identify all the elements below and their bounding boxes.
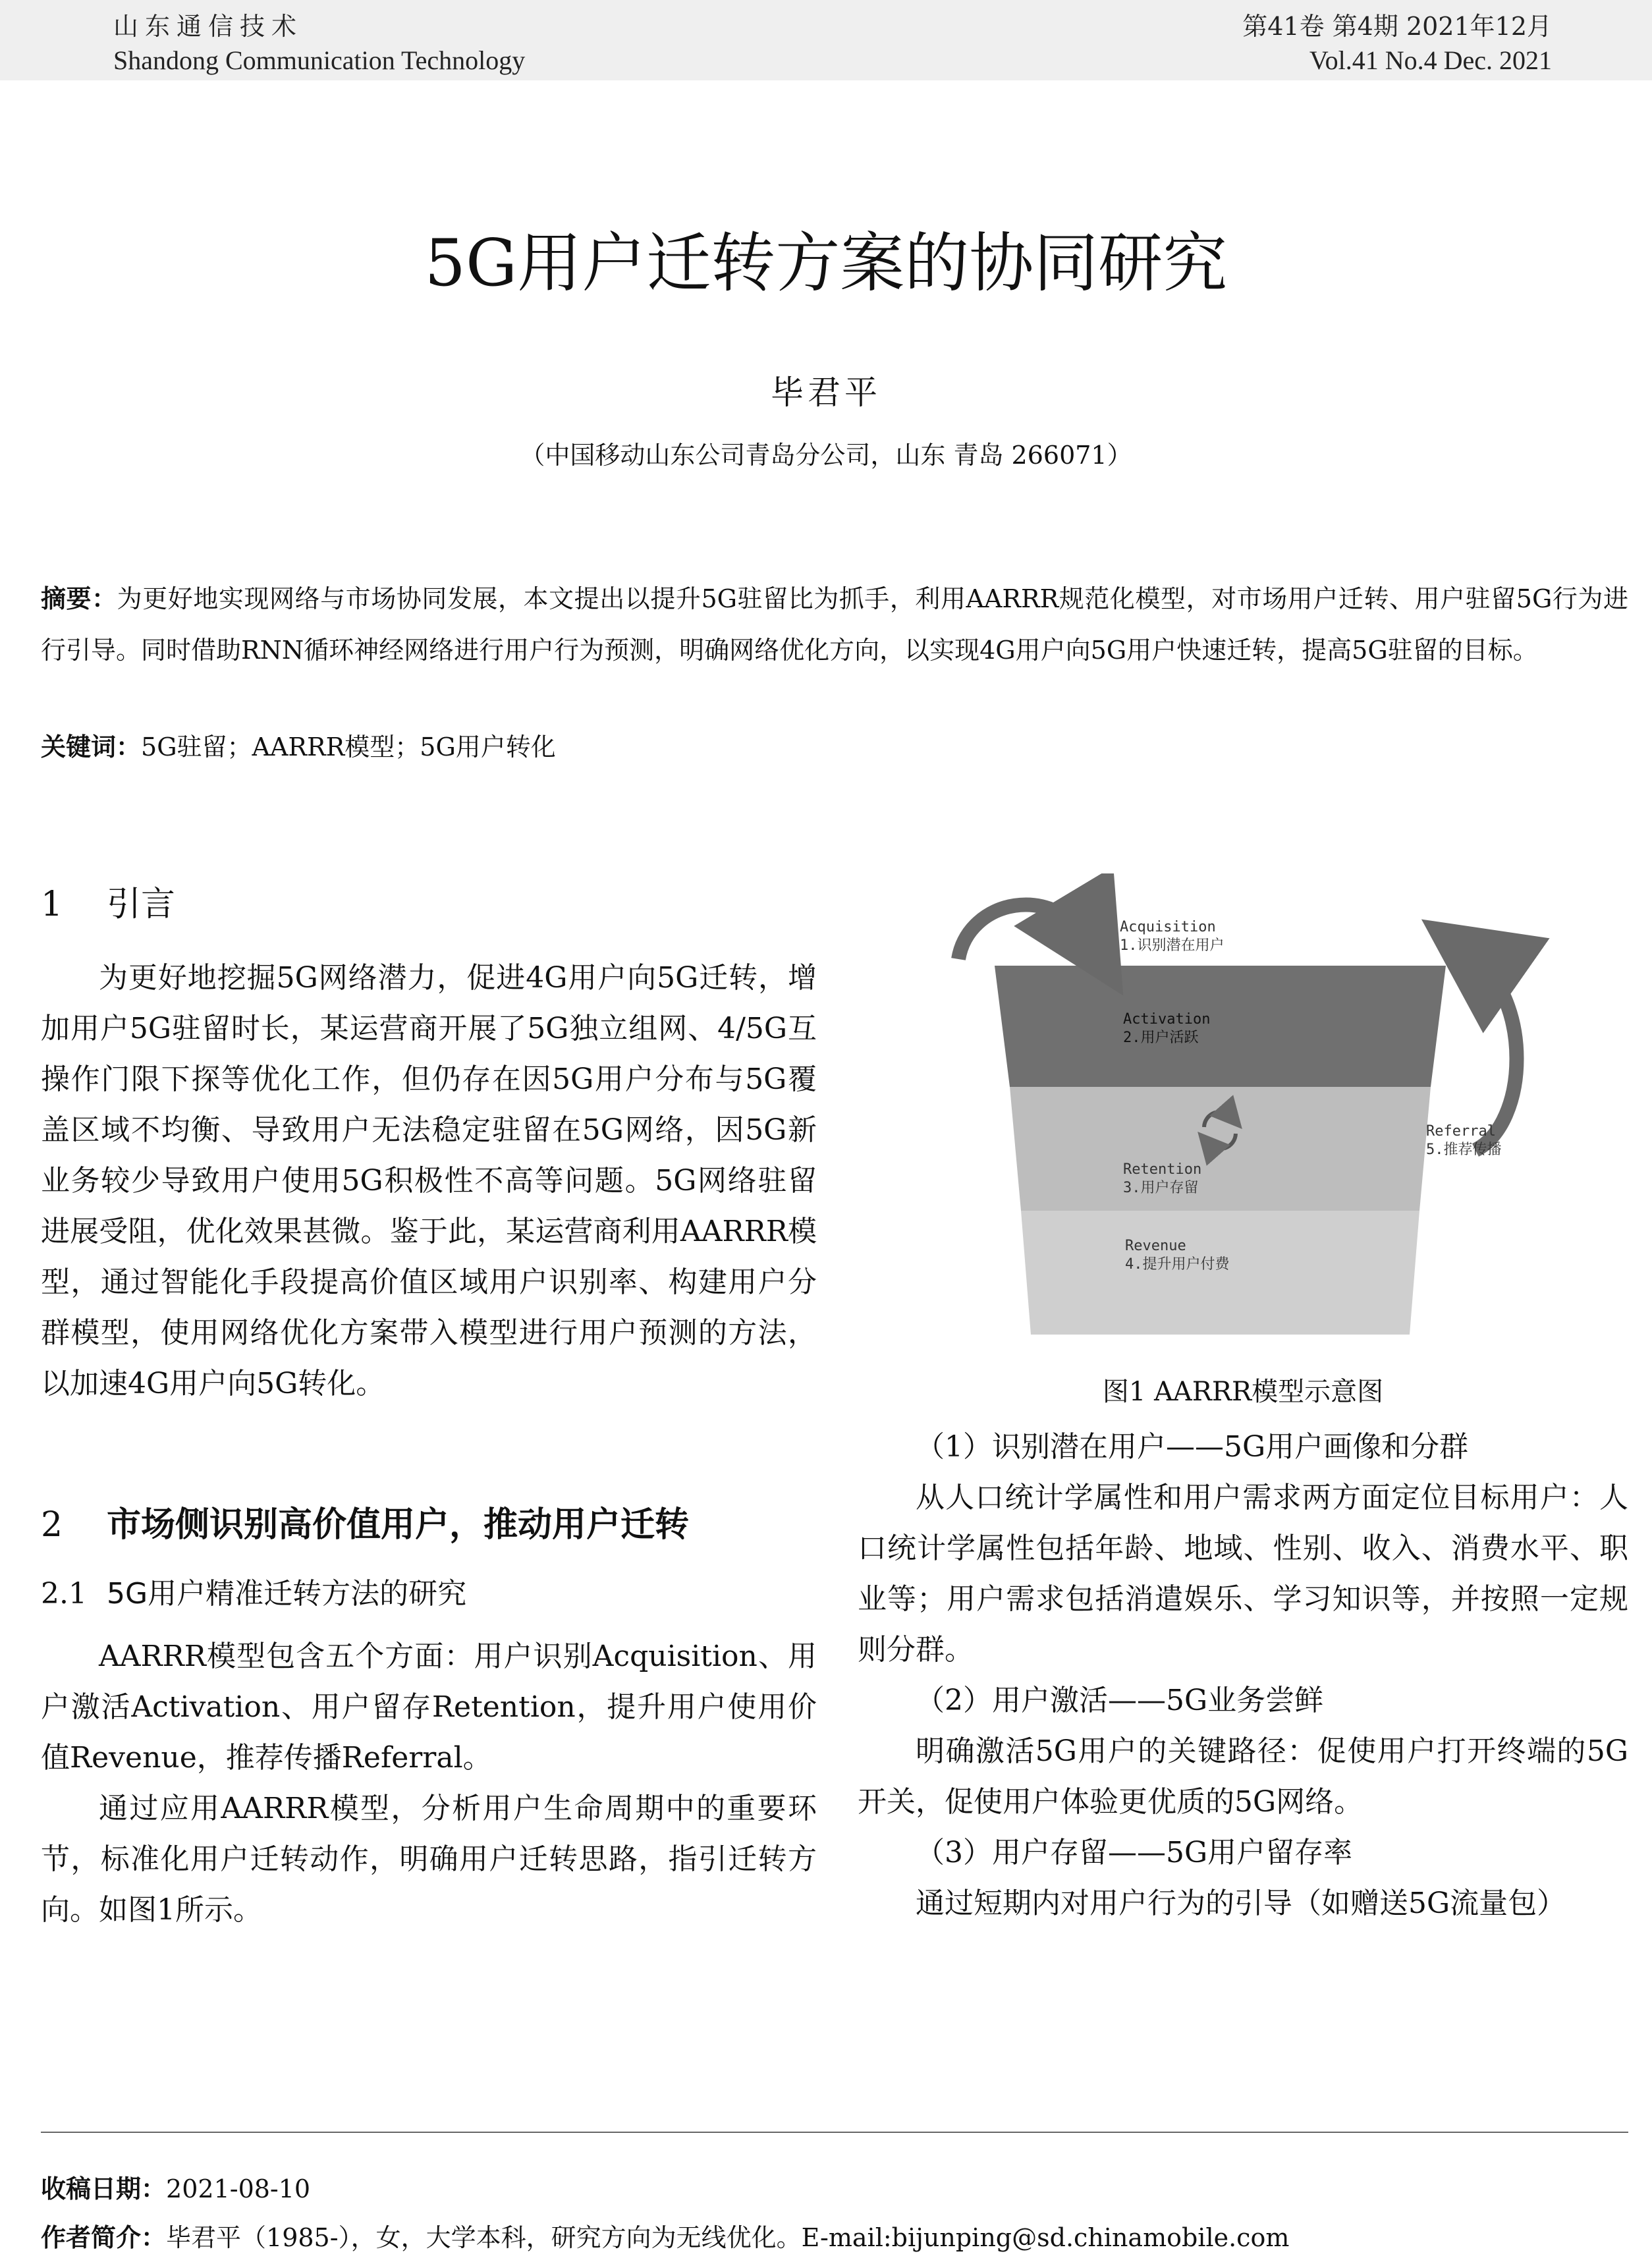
- paper-title: 5G用户迁转方案的协同研究: [424, 226, 1228, 301]
- section-2-number: 2: [41, 1505, 63, 1545]
- aarrr-funnel-figure: [922, 873, 1555, 1374]
- subsection-2-1-number: 2.1: [41, 1577, 87, 1611]
- item-3-heading: （3）用户存留——5G用户留存率: [916, 1836, 1353, 1869]
- subsection-2-1-title: 5G用户精准迁转方法的研究: [107, 1577, 467, 1611]
- journal-name-en: Shandong Communication Technology: [113, 45, 526, 75]
- section-1-title: 引言: [107, 885, 176, 924]
- activation-label-cn: 2.用户活跃: [1123, 1030, 1199, 1046]
- subsection-2-1-paragraph-1: AARRR模型包含五个方面：用户识别Acquisition、用户激活Activation、用户留存Retention，提升用户使用价值Revenue，推荐传播Referral。: [41, 1640, 817, 1775]
- received-date: [41, 2172, 310, 2205]
- footnote-divider: [41, 2132, 1628, 2133]
- received-label: 收稿日期：: [41, 2174, 167, 2203]
- keywords-text: 5G驻留；AARRR模型；5G用户转化: [141, 732, 556, 761]
- subsection-2-1-paragraph-2: 通过应用AARRR模型，分析用户生命周期中的重要环节，标准化用户迁转动作，明确用户迁转思路，指引迁转方向。如图1所示。: [41, 1792, 817, 1927]
- keywords: [41, 727, 1556, 767]
- acquisition-label-cn: 1.识别潜在用户: [1120, 937, 1225, 954]
- item-3-text: 通过短期内对用户行为的引导（如赠送5G流量包）: [916, 1887, 1566, 1920]
- funnel-revenue-band: [1021, 1211, 1419, 1335]
- subsection-2-1-body: [41, 1631, 817, 1935]
- referral-label-cn: 5.推荐传播: [1426, 1142, 1502, 1158]
- abstract-text: 为更好地实现网络与市场协同发展，本文提出以提升5G驻留比为抓手，利用AARRR规范化模型，对市场用户迁转、用户驻留5G行为进行引导。同时借助RNN循环神经网络进行用户行为预测，明确网络优化方向，以实现4G用户向5G用户快速迁转，提高5G驻留的目标。: [41, 584, 1628, 665]
- activation-label-en: Activation: [1123, 1011, 1211, 1028]
- revenue-label-cn: 4.提升用户付费: [1125, 1256, 1230, 1273]
- journal-name-cn: 山东通信技术: [113, 12, 304, 41]
- abstract-label: 摘要：: [41, 584, 117, 613]
- bio-label: 作者简介：: [41, 2223, 167, 2252]
- referral-label-en: Referral: [1426, 1123, 1496, 1140]
- received-date-value: 2021-08-10: [166, 2174, 311, 2203]
- section-2-title: 市场侧识别高价值用户，推动用户迁转: [107, 1505, 690, 1545]
- item-1-heading: （1）识别潜在用户——5G用户画像和分群: [916, 1430, 1469, 1464]
- item-2-heading: （2）用户激活——5G业务尝鲜: [916, 1684, 1324, 1717]
- author-bio: [41, 2221, 1289, 2254]
- subsection-2-1-heading: [41, 1574, 466, 1614]
- bio-text: 毕君平（1985-），女，大学本科，研究方向为无线优化。E-mail:bijunping@sd.chinamobile.com: [166, 2223, 1290, 2252]
- section-1-heading: [41, 881, 175, 927]
- referral-arrow-icon: [1469, 953, 1517, 1150]
- revenue-label-en: Revenue: [1125, 1238, 1186, 1254]
- acquisition-arrow-icon: [958, 905, 1093, 959]
- keywords-label: 关键词：: [41, 732, 142, 761]
- right-column-body: [858, 1422, 1628, 1929]
- retention-label-cn: 3.用户存留: [1123, 1180, 1199, 1196]
- item-2-text: 明确激活5G用户的关键路径：促使用户打开终端的5G开关，促使用户体验更优质的5G网络。: [858, 1734, 1628, 1819]
- section-1-body: [41, 953, 817, 1409]
- section-2-heading: [41, 1502, 689, 1548]
- issue-info-en: Vol.41 No.4 Dec. 2021: [1309, 45, 1552, 75]
- issue-info-cn: 第41卷 第4期 2021年12月: [1242, 12, 1552, 41]
- figure-caption: 图1 AARRR模型示意图: [1102, 1377, 1384, 1407]
- acquisition-label-en: Acquisition: [1120, 919, 1216, 935]
- funnel-activation-band: [995, 966, 1446, 1087]
- abstract: [41, 573, 1628, 676]
- author-name: 毕君平: [771, 373, 881, 412]
- retention-label-en: Retention: [1123, 1161, 1202, 1178]
- item-1-text: 从人口统计学属性和用户需求两方面定位目标用户：人口统计学属性包括年龄、地域、性别、收入、消费水平、职业等；用户需求包括消遣娱乐、学习知识等，并按照一定规则分群。: [858, 1481, 1628, 1667]
- author-affiliation: （中国移动山东公司青岛分公司，山东 青岛 266071）: [520, 441, 1132, 470]
- section-1-number: 1: [41, 885, 63, 924]
- section-1-paragraph: 为更好地挖掘5G网络潜力，促进4G用户向5G迁转，增加用户5G驻留时长，某运营商开展了5G独立组网、4/5G互操作门限下探等优化工作，但仍存在因5G用户分布与5G覆盖区域不均衡、导致用户无法稳定驻留在5G网络，因5G新业务较少导致用户使用5G积极性不高等问题。5G网络驻留进展受阻，优化效果甚微。鉴于此，某运营商利用AARRR模型，通过智能化手段提高价值区域用户识别率、构建用户分群模型，使用网络优化方案带入模型进行用户预测的方法，以加速4G用户向5G转化。: [41, 961, 817, 1400]
